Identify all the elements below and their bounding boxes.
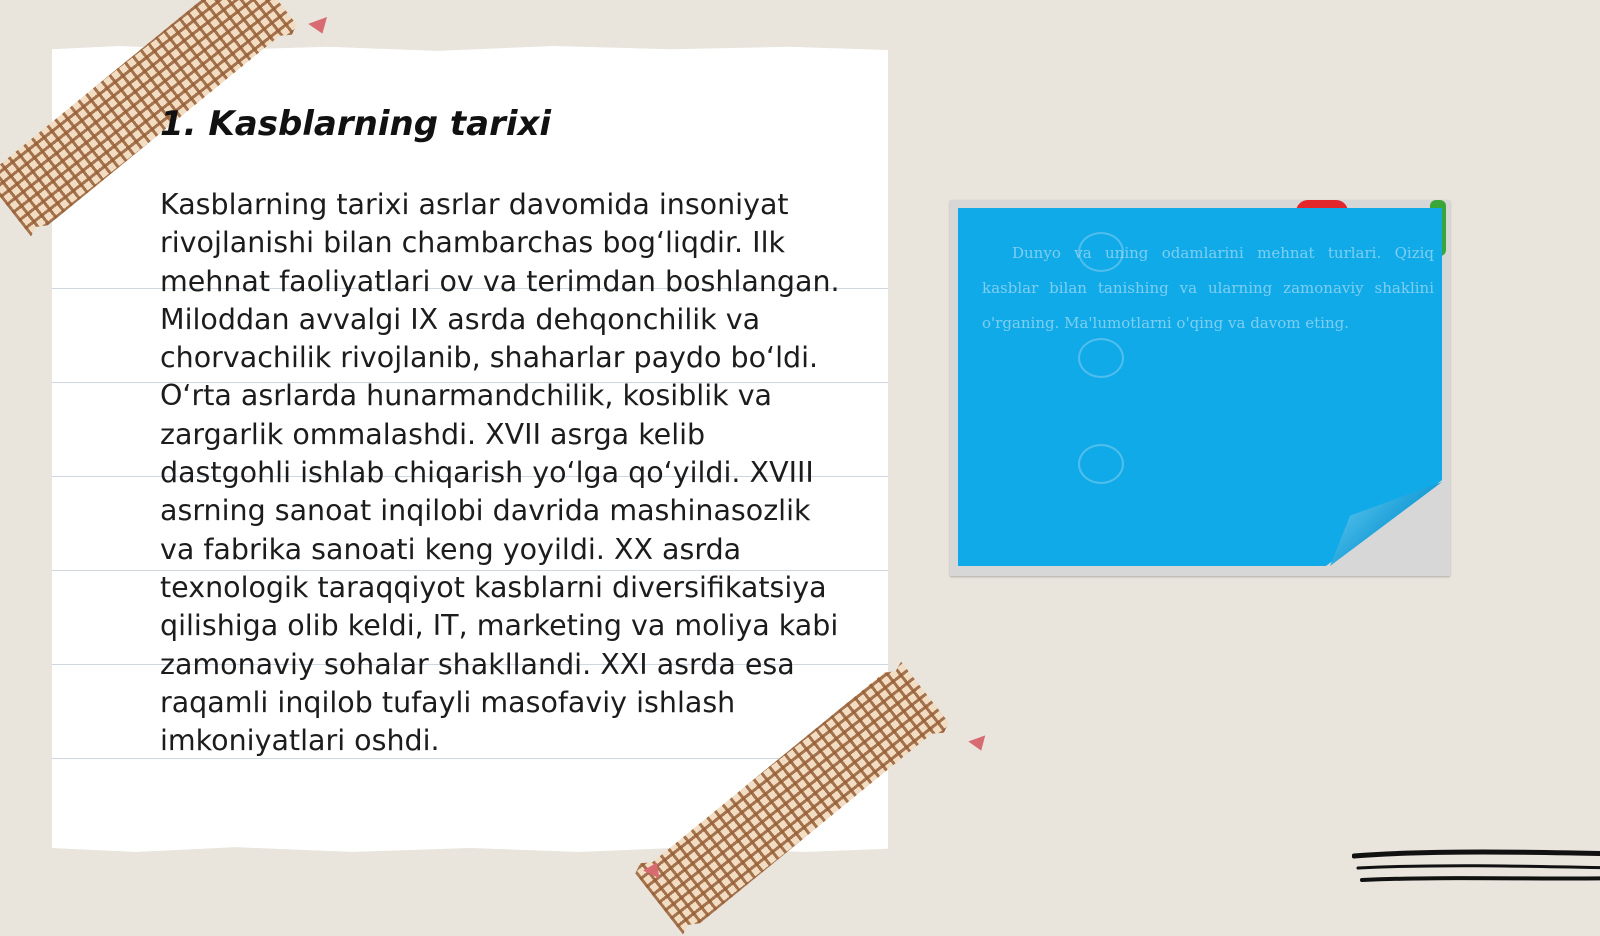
note-circle-mark xyxy=(1078,338,1124,378)
slide-title: 1. Kasblarning tarixi xyxy=(160,104,552,144)
pin-marker-top xyxy=(308,17,332,37)
note-circle-mark xyxy=(1078,444,1124,484)
brush-stroke-decoration xyxy=(1352,846,1600,890)
note-circle-mark xyxy=(1078,232,1124,272)
note-faded-text: Dunyo va uning odamlarini mehnat turlari. Qiziq kasblar bilan tanishing va ularning zamonaviy shaklini o'rganing. Ma'lumotlarni o'qing va davom eting. xyxy=(982,244,1434,332)
slide-body-text: Kasblarning tarixi asrlar davomida insoniyat rivojlanishi bilan chambarchas bog‘liqdir. Ilk mehnat faoliyatlari ov va terimdan boshlangan. Miloddan avvalgi IX asrda dehqonchilik va chorvachilik rivojlanib, shaharlar paydo bo‘ldi. O‘rta asrlarda hunarmandchilik, kosiblik va zargarlik ommalashdi. XVII asrga kelib dastgohli ishlab chiqarish yo‘lga qo‘yildi. XVIII asrning sanoat inqilobi davrida mashinasozlik va fabrika sanoati keng yoyildi. XX asrda texnologik taraqqiyot kasblarni diversifikatsiya qilishiga olib keldi, IT, marketing va moliya kabi zamonaviy sohalar shakllandi. XXI asrda esa raqamli inqilob tufayli masofaviy ishlash imkoniyatlari oshdi. xyxy=(160,188,840,758)
pin-marker-right xyxy=(968,735,989,753)
